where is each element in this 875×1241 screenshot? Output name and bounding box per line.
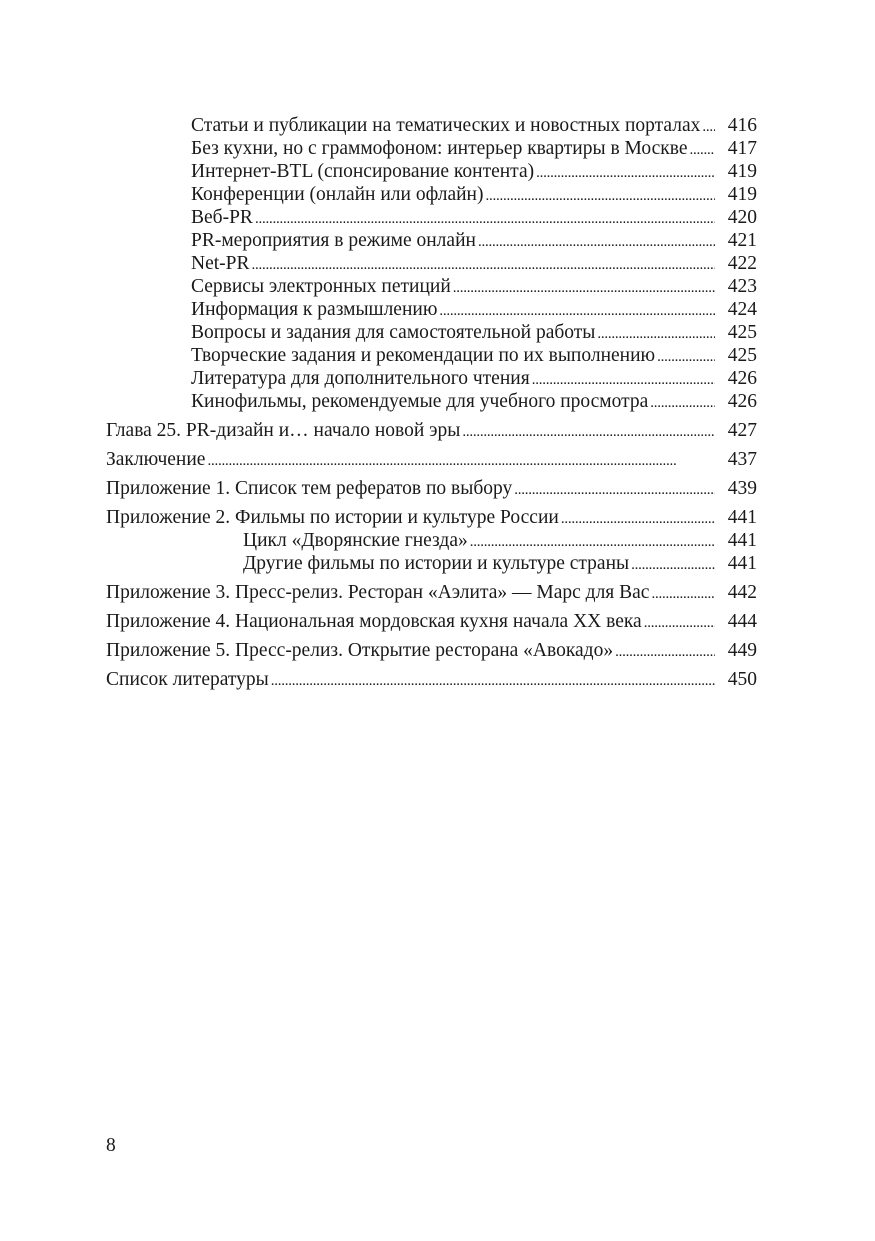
toc-entry bbox=[191, 229, 757, 254]
toc-entry-title: Статьи и публикации на тематических и новостных порталах bbox=[191, 115, 701, 136]
toc-entry-title: Приложение 3. Пресс-релиз. Ресторан «Аэлита» — Марс для Вас bbox=[106, 582, 650, 603]
toc-leader-dots bbox=[644, 612, 715, 635]
toc-leader-dots bbox=[615, 641, 715, 664]
toc-chapter bbox=[106, 477, 757, 502]
toc-entry-page: 416 bbox=[727, 115, 757, 136]
toc-entry-page: 439 bbox=[727, 478, 757, 499]
toc-entry-title: Вопросы и задания для самостоятельной работы bbox=[191, 322, 596, 343]
toc-entry-page: 419 bbox=[727, 184, 757, 205]
toc-entry-page: 419 bbox=[727, 161, 757, 182]
toc-entry-page: 442 bbox=[727, 582, 757, 603]
toc-entry bbox=[191, 275, 757, 300]
toc-leader-dots bbox=[514, 479, 715, 502]
toc-entry-title: Приложение 2. Фильмы по истории и культуре России bbox=[106, 507, 559, 528]
toc-entry-title: Приложение 4. Национальная мордовская кухня начала XX века bbox=[106, 611, 642, 632]
toc-entry-title: Кинофильмы, рекомендуемые для учебного просмотра bbox=[191, 391, 649, 412]
toc-leader-dots bbox=[462, 421, 715, 444]
toc-entry-page: 424 bbox=[727, 299, 757, 320]
toc-entry-title: Приложение 1. Список тем рефератов по выбору bbox=[106, 478, 513, 499]
toc-entry-page: 449 bbox=[727, 640, 757, 661]
toc-chapter bbox=[106, 581, 757, 606]
toc-entry bbox=[191, 298, 757, 323]
toc-entry-title: Интернет-BTL (спонсирование контента) bbox=[191, 161, 535, 182]
toc-chapter bbox=[106, 419, 757, 444]
toc-leader-dots bbox=[631, 554, 715, 577]
toc-entry-title: Сервисы электронных петиций bbox=[191, 276, 451, 297]
toc-leader-dots bbox=[207, 450, 715, 473]
toc-entry bbox=[243, 529, 757, 554]
toc-leader-dots bbox=[255, 208, 715, 231]
toc-leader-dots bbox=[439, 300, 715, 323]
toc-leader-dots bbox=[690, 139, 715, 162]
toc-entry-page: 425 bbox=[727, 322, 757, 343]
toc-leader-dots bbox=[657, 346, 715, 369]
toc-entry-title: Net-PR bbox=[191, 253, 250, 274]
toc-entry bbox=[191, 160, 757, 185]
toc-entry-page: 423 bbox=[727, 276, 757, 297]
toc-entry-page: 425 bbox=[727, 345, 757, 366]
toc-entry-page: 421 bbox=[727, 230, 757, 251]
toc-entry-page: 441 bbox=[727, 553, 757, 574]
toc-entry-page: 417 bbox=[727, 138, 757, 159]
toc-entry-page: 437 bbox=[727, 449, 757, 470]
toc-entry-page: 426 bbox=[727, 368, 757, 389]
toc-entry-page: 427 bbox=[727, 420, 757, 441]
toc-leader-dots bbox=[536, 162, 715, 185]
toc-leader-dots bbox=[561, 508, 715, 531]
toc-leader-dots bbox=[532, 369, 715, 392]
toc-chapter bbox=[106, 448, 757, 473]
toc-leader-dots bbox=[453, 277, 715, 300]
toc-entry bbox=[191, 390, 757, 415]
toc-entry-page: 422 bbox=[727, 253, 757, 274]
toc-entry bbox=[191, 252, 757, 277]
toc-entry-title: Веб-PR bbox=[191, 207, 253, 228]
toc-entry-page: 441 bbox=[727, 507, 757, 528]
toc-entry bbox=[191, 321, 757, 346]
toc-chapter bbox=[106, 668, 757, 693]
toc-leader-dots bbox=[271, 670, 715, 693]
toc-leader-dots bbox=[470, 531, 715, 554]
toc-leader-dots bbox=[478, 231, 715, 254]
toc-chapter bbox=[106, 639, 757, 664]
toc-entry bbox=[191, 206, 757, 231]
toc-leader-dots bbox=[650, 392, 715, 415]
toc-entry-page: 444 bbox=[727, 611, 757, 632]
toc-chapter bbox=[106, 610, 757, 635]
toc-leader-dots bbox=[485, 185, 715, 208]
toc-entry-page: 441 bbox=[727, 530, 757, 551]
toc-entry-page: 420 bbox=[727, 207, 757, 228]
toc-entry-title: Список литературы bbox=[106, 669, 269, 690]
toc-entry-title: Цикл «Дворянские гнезда» bbox=[243, 530, 468, 551]
toc-entry bbox=[191, 114, 757, 139]
toc-leader-dots bbox=[651, 583, 715, 606]
toc-entry-title: Глава 25. PR-дизайн и… начало новой эры bbox=[106, 420, 461, 441]
toc-entry-title: PR-мероприятия в режиме онлайн bbox=[191, 230, 476, 251]
toc-entry-title: Без кухни, но с граммофоном: интерьер квартиры в Москве bbox=[191, 138, 688, 159]
toc-leader-dots bbox=[702, 116, 715, 139]
toc-entry bbox=[191, 183, 757, 208]
page-number: 8 bbox=[106, 1135, 116, 1156]
toc-leader-dots bbox=[597, 323, 715, 346]
toc-entry-page: 426 bbox=[727, 391, 757, 412]
toc-entry-page: 450 bbox=[727, 669, 757, 690]
toc-entry-title: Литература для дополнительного чтения bbox=[191, 368, 530, 389]
toc-entry-title: Заключение bbox=[106, 449, 206, 470]
toc-entry bbox=[191, 344, 757, 369]
toc-chapter bbox=[106, 506, 757, 531]
toc-entry bbox=[243, 552, 757, 577]
toc-entry bbox=[191, 137, 757, 162]
toc-entry-title: Приложение 5. Пресс-релиз. Открытие ресторана «Авокадо» bbox=[106, 640, 614, 661]
toc-entry-title: Информация к размышлению bbox=[191, 299, 438, 320]
toc-entry bbox=[191, 367, 757, 392]
toc-entry-title: Другие фильмы по истории и культуре страны bbox=[243, 553, 630, 574]
toc-entry-title: Творческие задания и рекомендации по их выполнению bbox=[191, 345, 656, 366]
toc-entry-title: Конференции (онлайн или офлайн) bbox=[191, 184, 484, 205]
toc-leader-dots bbox=[252, 254, 716, 277]
